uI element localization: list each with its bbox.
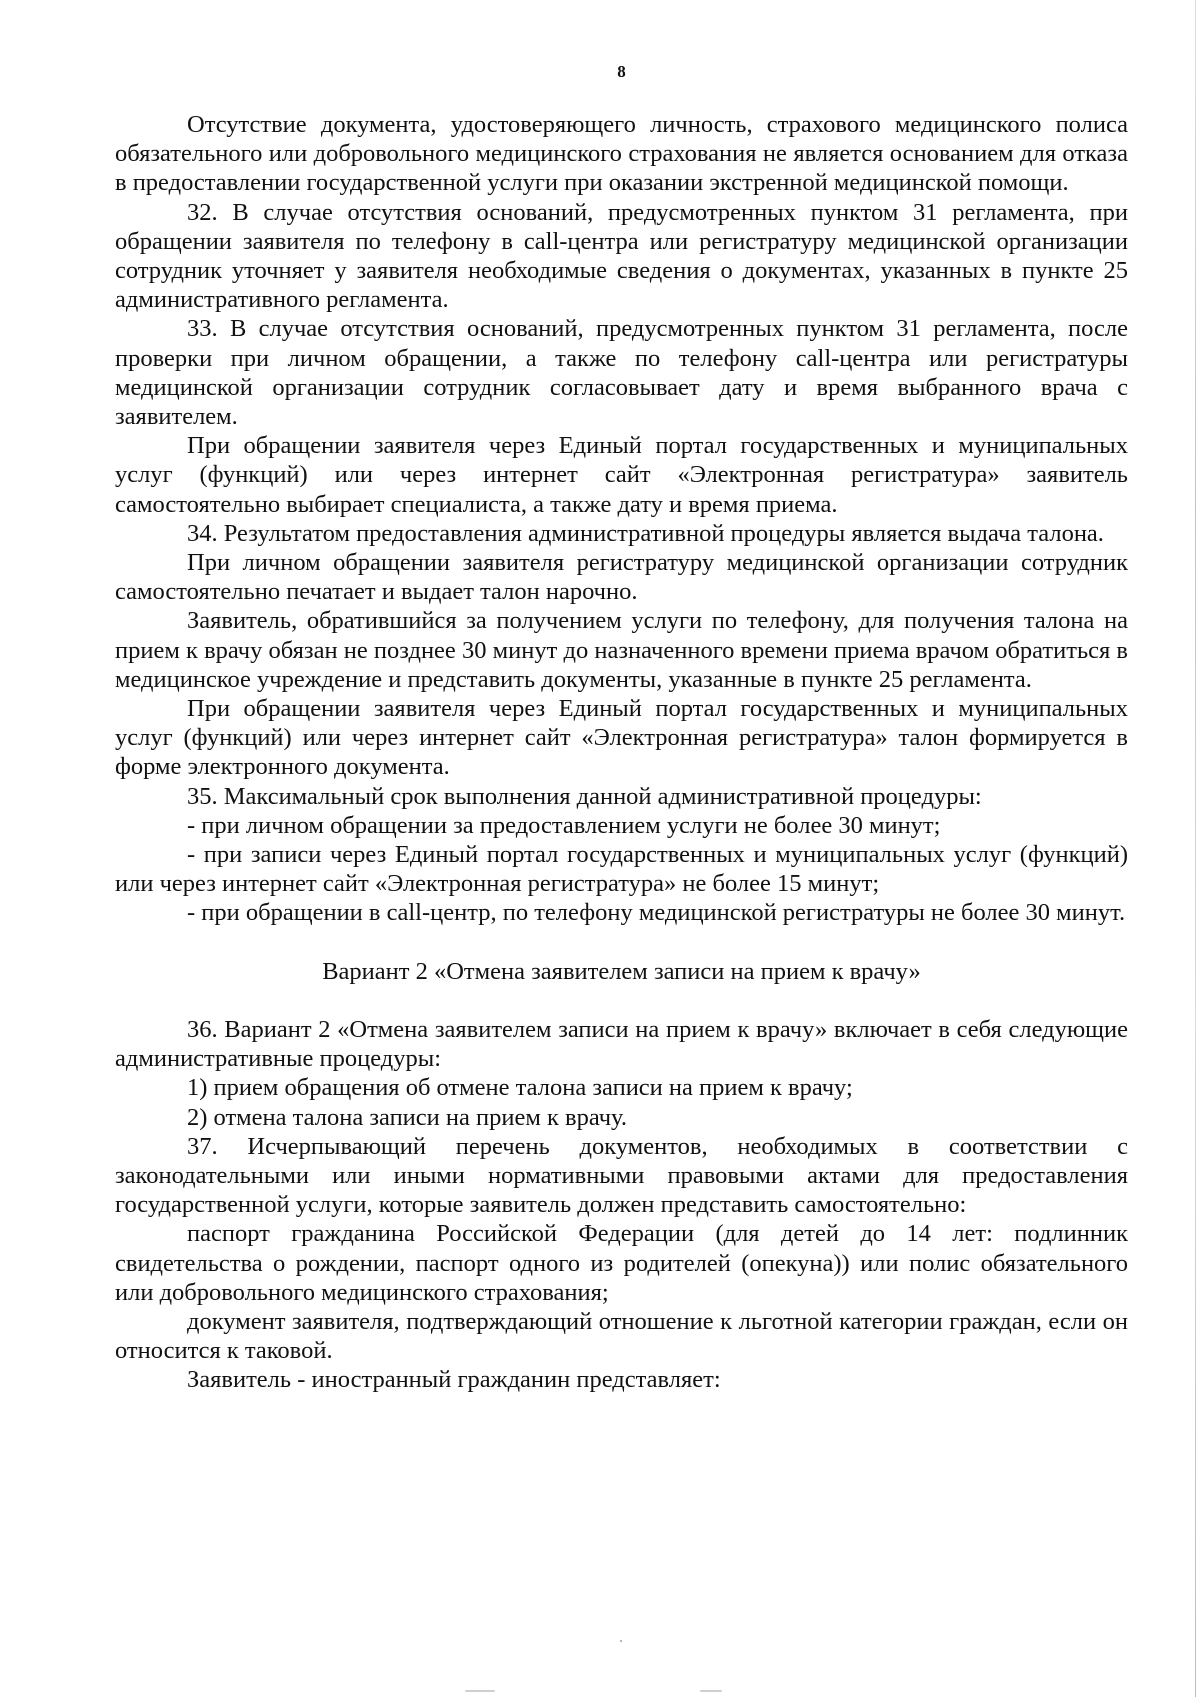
section-heading: Вариант 2 «Отмена заявителем записи на прием к врачу»: [322, 957, 921, 985]
paragraph: 35. Максимальный срок выполнения данной административной процедуры:: [187, 782, 982, 810]
paragraph: Заявитель - иностранный гражданин представляет:: [187, 1366, 721, 1394]
paragraph: паспорт гражданина Российской Федерации (для детей до 14 лет: подлинник свидетельства о рождении, паспорт одного из родителей (опекуна)) или полис обязательного или добровольного медицинского страхования;: [115, 1220, 1128, 1306]
paragraph: 37. Исчерпывающий перечень документов, необходимых в соответствии с законодательными или иными нормативными правовыми актами для предоставления государственной услуги, которые заявитель должен представить самостоятельно:: [115, 1132, 1128, 1219]
list-item: - при личном обращении за предоставлением услуги не более 30 минут;: [187, 811, 941, 839]
list-item: 2) отмена талона записи на прием к врачу.: [187, 1103, 627, 1131]
paragraph: При личном обращении заявителя регистратуру медицинской организации сотрудник самостоятельно печатает и выдает талон нарочно.: [115, 549, 1128, 606]
paragraph: При обращении заявителя через Единый портал государственных и муниципальных услуг (функций) или через интернет сайт «Электронная регистратура» заявитель самостоятельно выбирает специалиста, а также дату и время приема.: [115, 432, 1128, 518]
paragraph: 34. Результатом предоставления административной процедуры является выдача талона.: [187, 519, 1104, 547]
list-item: - при обращении в call-центр, по телефону медицинской регистратуры не более 30 минут.: [187, 899, 1126, 927]
paragraph: При обращении заявителя через Единый портал государственных и муниципальных услуг (функций) или через интернет сайт «Электронная регистратура» талон формируется в форме электронного документа.: [115, 695, 1128, 781]
paragraph: 32. В случае отсутствия оснований, предусмотренных пунктом 31 регламента, при обращении заявителя по телефону в call-центра или регистратуру медицинской организации сотрудник уточняет у заявителя необходимые сведения о документах, указанных в пункте 25 административного регламента.: [115, 198, 1128, 314]
scan-speck: [465, 1690, 495, 1692]
list-item: - при записи через Единый портал государственных и муниципальных услуг (функций) или через интернет сайт «Электронная регистратура» не более 15 минут;: [115, 841, 1128, 898]
scan-speck: [620, 1640, 622, 1642]
paragraph: 33. В случае отсутствия оснований, предусмотренных пунктом 31 регламента, после проверки при личном обращении, а также по телефону call-центра или регистратуры медицинской организации сотрудник согласовывает дату и время выбранного врача с заявителем.: [115, 315, 1128, 431]
scan-speck: [700, 1690, 722, 1692]
page-number: 8: [617, 62, 626, 81]
document-body: [115, 110, 1128, 1395]
paragraph: документ заявителя, подтверждающий отношение к льготной категории граждан, если он относится к таковой.: [115, 1307, 1128, 1365]
paragraph: Отсутствие документа, удостоверяющего личность, страхового медицинского полиса обязательного или добровольного медицинского страхования не является основанием для отказа в предоставлении государственной услуги при оказании экстренной медицинской помощи.: [115, 111, 1128, 197]
paragraph: 36. Вариант 2 «Отмена заявителем записи на прием к врачу» включает в себя следующие административные процедуры:: [115, 1015, 1128, 1073]
scan-edge-line: [1195, 0, 1196, 1697]
list-item: 1) прием обращения об отмене талона записи на прием к врачу;: [187, 1074, 853, 1102]
paragraph: Заявитель, обратившийся за получением услуги по телефону, для получения талона на прием к врачу обязан не позднее 30 минут до назначенного времени приема врачом обратиться в медицинское учреждение и представить документы, указанные в пункте 25 регламента.: [115, 607, 1128, 693]
